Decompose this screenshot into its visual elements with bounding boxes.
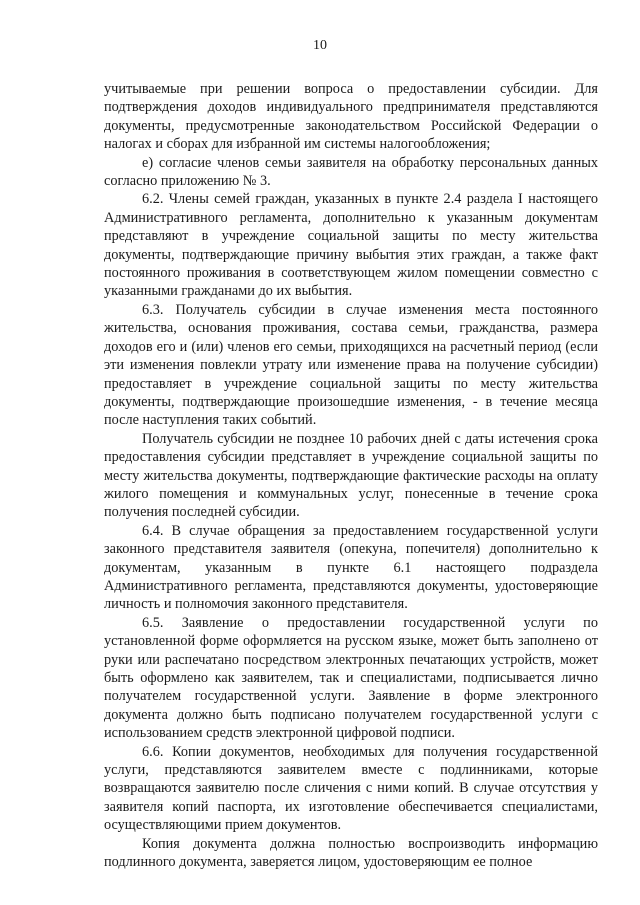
paragraph-continuation: учитываемые при решении вопроса о предоставлении субсидии. Для подтверждения доходов индивидуального предпринимателя представляются документы, предусмотренные законодательством Российской Федерации о налогах и сборах для избранной им системы налогообложения; <box>104 81 598 153</box>
paragraph-consent: е) согласие членов семьи заявителя на обработку персональных данных согласно приложению № 3. <box>104 154 598 190</box>
paragraph-6-3: 6.3. Получатель субсидии в случае изменения места постоянного жительства, основания проживания, состава семьи, гражданства, размера доходов его и (или) членов его семьи, приходящихся на расчетный период (если эти изменения повлекли утрату или изменение права на получение субсидии) предоставляет в учреждение социальной защиты по месту жительства документы, подтверждающие произошедшие изменения, - в течение месяца после наступления таких событий. <box>104 301 598 429</box>
paragraph-6-2: 6.2. Члены семей граждан, указанных в пункте 2.4 раздела I настоящего Административного регламента, дополнительно к указанным документам представляют в учреждение социальной защиты по месту жительства документы, подтверждающие причину выбытия этих граждан, а также факт постоянного проживания в соответствующем жилом помещении совместно с указанными гражданами до их выбытия. <box>104 191 598 300</box>
paragraph-6-4: 6.4. В случае обращения за предоставлением государственной услуги законного представителя заявителя (опекуна, попечителя) дополнительно к документам, указанным в пункте 6.1 настоящего подраздела Административного регламента, представляются документы, удостоверяющие личность и полномочия законного представителя. <box>104 522 598 613</box>
paragraph-copy-requirements: Копия документа должна полностью воспроизводить информацию подлинного документа, заверяется лицом, удостоверяющим ее полное <box>104 835 598 871</box>
paragraph-6-3-deadline: Получатель субсидии не позднее 10 рабочих дней с даты истечения срока предоставления субсидии представляет в учреждение социальной защиты по месту жительства документы, подтверждающие фактические расходы на оплату жилого помещения и коммунальных услуг, понесенные в течение срока получения последней субсидии. <box>104 430 598 521</box>
page-number: 10 <box>313 38 327 53</box>
paragraph-6-6: 6.6. Копии документов, необходимых для получения государственной услуги, представляются заявителем вместе с подлинниками, которые возвращаются заявителю после сличения с ними копий. В случае отсутствия у заявителя копий паспорта, их изготовление обеспечивается специалистами, осуществляющими прием документов. <box>104 743 598 834</box>
document-body <box>104 80 598 871</box>
paragraph-6-5: 6.5. Заявление о предоставлении государственной услуги по установленной форме оформляется на русском языке, может быть заполнено от руки или распечатано посредством электронных печатающих устройств, может быть оформлено как заявителем, так и специалистами, подписывается лично получателем государственной услуги. Заявление в форме электронного документа должно быть подписано получателем государственной услуги с использованием средств электронной цифровой подписи. <box>104 614 598 742</box>
